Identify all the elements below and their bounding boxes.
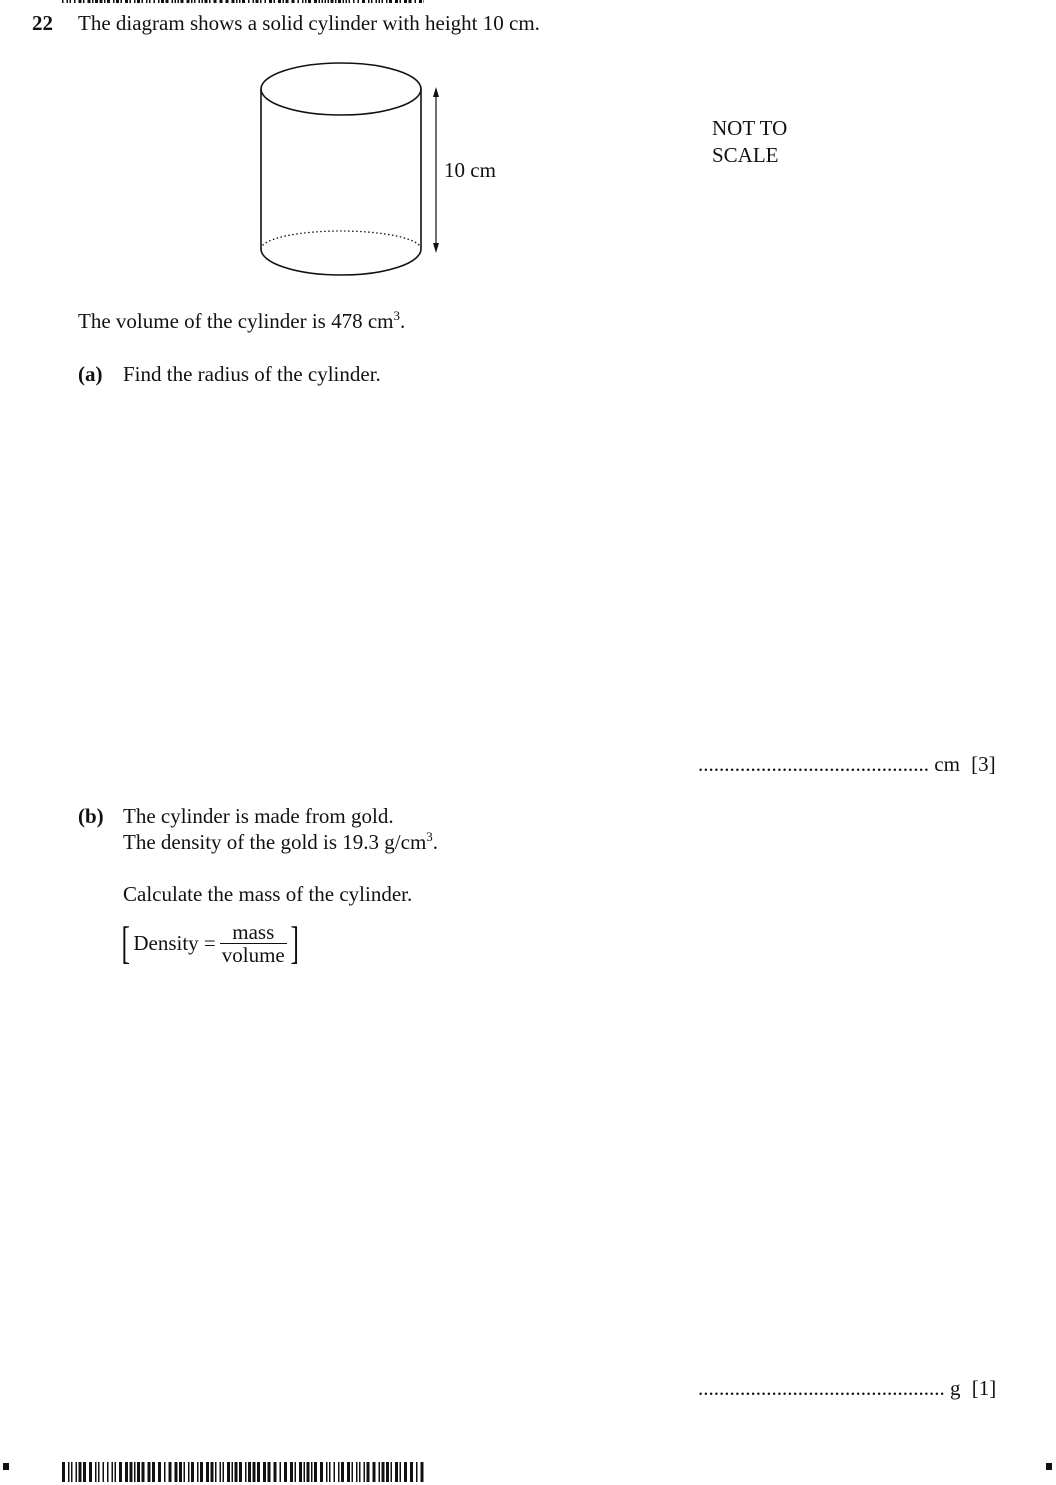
cylinder-bottom-hidden-arc: [261, 231, 421, 249]
barcode-bar: [166, 0, 169, 3]
barcode-bar: [134, 0, 136, 3]
barcode-bar: [334, 1462, 336, 1482]
barcode-bar: [308, 0, 311, 3]
barcode-bar: [364, 1462, 366, 1482]
barcode-bar: [125, 0, 128, 3]
barcode-bar: [305, 0, 307, 3]
barcode-bar: [286, 0, 289, 3]
barcode-bar: [197, 1462, 199, 1482]
barcode-bar: [295, 1462, 297, 1482]
part-b-answer-dots[interactable]: ............................................... g: [698, 1376, 961, 1400]
barcode-bar: [319, 0, 321, 3]
barcode-bar: [121, 0, 123, 3]
barcode-bar: [239, 1462, 242, 1482]
barcode-bar: [389, 0, 392, 3]
barcode-bar: [325, 0, 327, 3]
barcode-bar: [400, 1462, 402, 1482]
barcode-bar: [359, 1462, 361, 1482]
barcode-bar: [220, 0, 223, 3]
barcode-bar: [112, 1462, 114, 1482]
barcode-bar: [269, 0, 272, 3]
barcode-bar: [416, 1462, 418, 1482]
barcode-bar: [175, 1462, 178, 1482]
barcode-bar: [283, 0, 285, 3]
barcode-bar: [184, 1462, 186, 1482]
height-arrow-head-top: [433, 87, 439, 97]
top-barcode-strip: [62, 0, 424, 3]
barcode-bar: [149, 0, 151, 3]
part-b-line2: [123, 829, 438, 855]
barcode-bar: [130, 0, 132, 3]
barcode-bar: [404, 1462, 407, 1482]
barcode-bar: [382, 0, 384, 3]
barcode-bar: [107, 0, 110, 3]
barcode-bar: [335, 0, 337, 3]
part-a-label: (a): [78, 362, 103, 386]
question-intro: The diagram shows a solid cylinder with height 10 cm.: [78, 11, 540, 35]
barcode-bar: [386, 0, 388, 3]
barcode-bar: [415, 0, 417, 3]
barcode-bar: [419, 0, 422, 3]
formula-lhs: Density =: [133, 931, 216, 955]
barcode-bar: [115, 1462, 117, 1482]
question-number: 22: [32, 11, 53, 35]
density-formula: [118, 917, 302, 968]
height-label: 10 cm: [444, 158, 496, 182]
barcode-bar: [320, 1462, 323, 1482]
barcode-bar: [376, 0, 378, 3]
barcode-bar: [242, 0, 245, 3]
barcode-bar: [211, 1462, 214, 1482]
part-b-label: (b): [78, 804, 104, 828]
volume-superscript: 3: [393, 308, 401, 323]
part-a-marks: [3]: [971, 752, 996, 776]
barcode-bar: [89, 1462, 92, 1482]
barcode-bar: [187, 0, 190, 3]
part-b-line1: The cylinder is made from gold.: [123, 804, 394, 828]
formula-fraction: [220, 919, 287, 967]
formula-denominator: volume: [221, 942, 285, 967]
barcode-bar: [152, 1462, 155, 1482]
barcode-bar: [274, 1462, 277, 1482]
barcode-bar: [62, 1462, 65, 1482]
barcode-bar: [169, 1462, 172, 1482]
not-to-scale-line1: NOT TO: [712, 116, 788, 140]
left-corner-mark: [3, 1463, 9, 1470]
barcode-bar: [373, 1462, 376, 1482]
barcode-bar: [367, 1462, 370, 1482]
barcode-bar: [290, 1462, 293, 1482]
barcode-bar: [245, 1462, 247, 1482]
density-superscript: 3: [426, 829, 433, 844]
barcode-bar: [235, 1462, 238, 1482]
barcode-bar: [298, 0, 300, 3]
part-b-instruction: Calculate the mass of the cylinder.: [123, 882, 413, 906]
cylinder-top-ellipse: [261, 63, 421, 115]
barcode-bar: [134, 1462, 136, 1482]
barcode-bar: [188, 1462, 190, 1482]
cylinder-bottom-front-arc: [261, 249, 421, 275]
barcode-bar: [346, 0, 348, 3]
barcode-bar: [137, 0, 140, 3]
barcode-bar: [226, 0, 229, 3]
barcode-bar: [98, 1462, 100, 1482]
barcode-bar: [284, 1462, 287, 1482]
volume-statement: [78, 308, 405, 334]
barcode-bar: [356, 1462, 358, 1482]
part-b-marks: [1]: [971, 1376, 997, 1400]
barcode-bar: [362, 0, 365, 3]
barcode-bar: [236, 0, 238, 3]
right-corner-mark: [1046, 1463, 1052, 1470]
part-a-answer-dots[interactable]: ............................................ cm: [698, 752, 960, 776]
barcode-bar: [119, 1462, 122, 1482]
barcode-bar: [194, 0, 196, 3]
density-period: .: [432, 830, 439, 854]
barcode-bar: [358, 0, 360, 3]
barcode-bar: [191, 0, 193, 3]
barcode-bar: [95, 1462, 97, 1482]
barcode-bar: [379, 0, 381, 3]
barcode-bar: [314, 0, 317, 3]
barcode-bar: [352, 1462, 354, 1482]
barcode-bar: [343, 0, 345, 3]
barcode-bar: [104, 0, 106, 3]
barcode-bar: [232, 0, 235, 3]
barcode-bar: [67, 0, 69, 3]
barcode-bar: [116, 0, 119, 3]
barcode-bar: [205, 0, 208, 3]
barcode-bar: [311, 1462, 313, 1482]
barcode-bar: [83, 1462, 86, 1482]
barcode-bar: [191, 1462, 194, 1482]
barcode-bar: [253, 0, 255, 3]
barcode-bar: [371, 0, 373, 3]
barcode-bar: [88, 0, 91, 3]
barcode-bar: [341, 1462, 344, 1482]
barcode-bar: [424, 0, 425, 3]
barcode-bar: [79, 1462, 82, 1482]
barcode-bar: [253, 1462, 256, 1482]
barcode-bar: [142, 1462, 145, 1482]
barcode-bar: [161, 0, 164, 3]
barcode-bar: [292, 0, 295, 3]
barcode-bar: [232, 1462, 234, 1482]
barcode-bar: [70, 0, 72, 3]
barcode-bar: [146, 0, 148, 3]
barcode-bar: [125, 1462, 128, 1482]
barcode-bar: [329, 1462, 331, 1482]
barcode-bar: [214, 0, 217, 3]
barcode-bar: [353, 0, 355, 3]
part-a-answer-line[interactable]: [698, 751, 996, 777]
barcode-bar: [338, 1462, 340, 1482]
barcode-bar: [368, 0, 370, 3]
barcode-bar: [349, 0, 351, 3]
barcode-bar: [404, 0, 407, 3]
barcode-bar: [68, 1462, 70, 1482]
barcode-bar: [178, 0, 180, 3]
barcode-bar: [386, 1462, 389, 1482]
barcode-bar: [179, 1462, 182, 1482]
barcode-bar: [278, 0, 281, 3]
barcode-bar: [299, 1462, 302, 1482]
barcode-bar: [347, 1462, 350, 1482]
formula-right-bracket: ]: [290, 917, 299, 968]
barcode-bar: [158, 0, 160, 3]
barcode-bar: [400, 0, 402, 3]
formula-left-bracket: [: [121, 917, 130, 968]
barcode-bar: [76, 1462, 78, 1482]
height-arrow-head-bottom: [433, 243, 439, 253]
barcode-bar: [328, 0, 330, 3]
barcode-bar: [248, 0, 250, 3]
barcode-bar: [268, 1462, 271, 1482]
barcode-bar: [265, 0, 267, 3]
barcode-bar: [71, 1462, 73, 1482]
barcode-bar: [175, 0, 177, 3]
not-to-scale-line2: SCALE: [712, 143, 779, 167]
barcode-bar: [257, 1462, 260, 1482]
barcode-bar: [92, 0, 94, 3]
bottom-barcode: [62, 1462, 424, 1482]
barcode-bar: [113, 0, 115, 3]
barcode-bar: [302, 0, 304, 3]
barcode-bar: [409, 0, 412, 3]
barcode-bar: [263, 1462, 266, 1482]
barcode-bar: [164, 1462, 166, 1482]
formula-numerator: mass: [220, 922, 287, 944]
part-b-answer-line[interactable]: [698, 1375, 996, 1401]
barcode-bar: [83, 0, 85, 3]
barcode-bar: [395, 0, 398, 3]
barcode-bar: [74, 0, 76, 3]
barcode-bar: [200, 1462, 203, 1482]
barcode-bar: [338, 0, 341, 3]
barcode-bar: [103, 1462, 105, 1482]
barcode-bar: [223, 1462, 225, 1482]
barcode-bar: [154, 0, 156, 3]
density-statement: The density of the gold is 19.3 g/cm: [123, 830, 427, 854]
barcode-bar: [181, 0, 184, 3]
barcode-bar: [307, 1462, 310, 1482]
barcode-bar: [100, 0, 103, 3]
barcode-bar: [227, 1462, 230, 1482]
volume-text: The volume of the cylinder is 478 cm: [78, 309, 394, 333]
barcode-bar: [322, 0, 324, 3]
barcode-bar: [95, 0, 98, 3]
barcode-bar: [158, 1462, 161, 1482]
barcode-bar: [130, 1462, 133, 1482]
part-a-text: Find the radius of the cylinder.: [123, 362, 381, 386]
barcode-bar: [137, 1462, 140, 1482]
barcode-bar: [148, 1462, 151, 1482]
barcode-bar: [209, 0, 211, 3]
barcode-bar: [260, 0, 262, 3]
barcode-bar: [239, 0, 241, 3]
volume-period: .: [400, 309, 406, 333]
barcode-bar: [274, 0, 276, 3]
barcode-bar: [326, 1462, 328, 1482]
not-to-scale-note: [712, 115, 787, 169]
barcode-bar: [382, 1462, 385, 1482]
barcode-bar: [248, 1462, 251, 1482]
barcode-bar: [256, 0, 259, 3]
barcode-bar: [304, 1462, 306, 1482]
barcode-bar: [421, 1462, 424, 1482]
barcode-bar: [391, 1462, 393, 1482]
barcode-bar: [280, 1462, 282, 1482]
barcode-bar: [142, 0, 144, 3]
barcode-bar: [331, 0, 334, 3]
barcode-bar: [410, 1462, 413, 1482]
barcode-bar: [202, 0, 204, 3]
barcode-bar: [314, 1462, 317, 1482]
barcode-bar: [62, 0, 64, 3]
barcode-bar: [79, 0, 82, 3]
barcode-bar: [206, 1462, 209, 1482]
barcode-bar: [107, 1462, 109, 1482]
barcode-bar: [220, 1462, 222, 1482]
barcode-bar: [379, 1462, 381, 1482]
barcode-bar: [172, 0, 174, 3]
barcode-bar: [395, 1462, 398, 1482]
barcode-bar: [215, 1462, 217, 1482]
barcode-bar: [199, 0, 201, 3]
